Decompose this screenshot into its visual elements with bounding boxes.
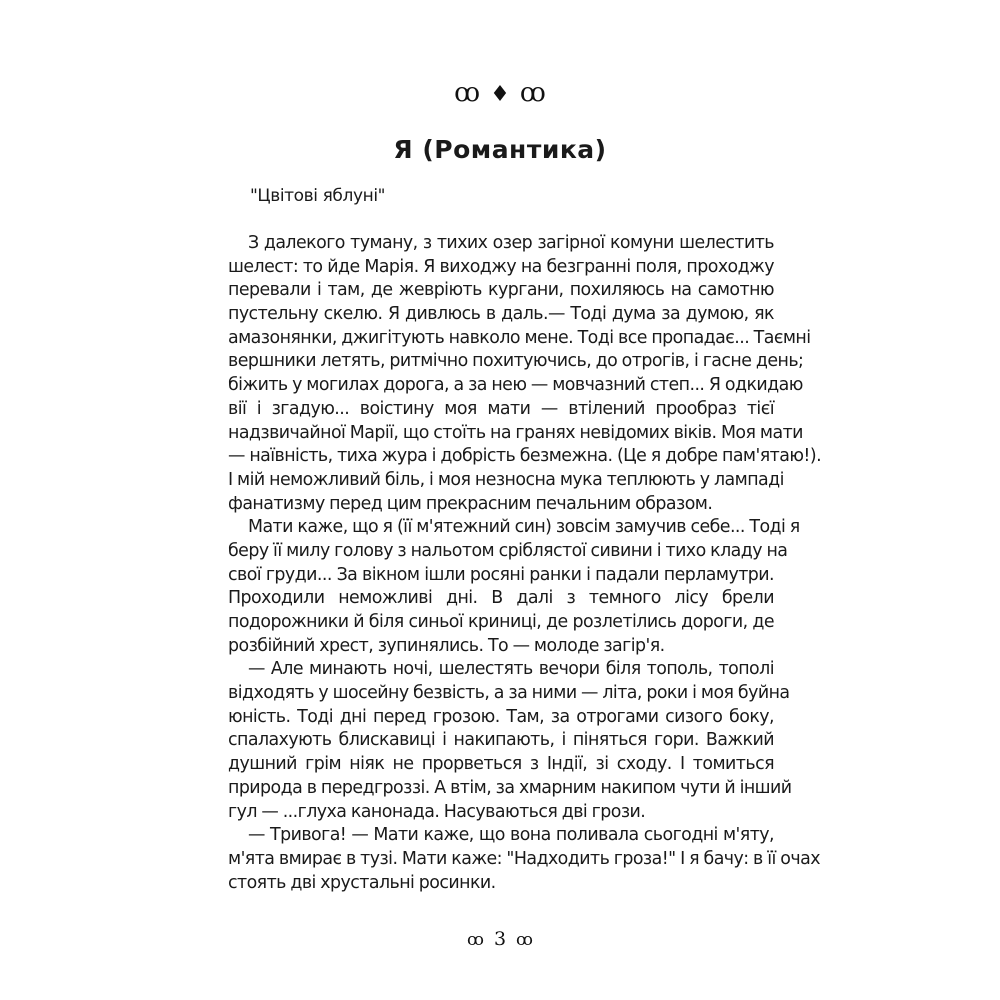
text-line: З далекого туману, з тихих озер загірної комуни шелестить: [248, 233, 774, 253]
paragraph: [228, 824, 820, 895]
text-line: Мати каже, що я (її м'ятежний син) зовсім замучив себе... Тоді я: [248, 517, 800, 538]
epigraph: "Цвітові яблуні": [250, 186, 386, 206]
text-line: душний грім ніяк не прорветься з Індії, зі сходу. І томиться: [228, 754, 774, 775]
ornament-right-flourish: ꝏ: [519, 78, 546, 108]
text-line: — наївність, тиха жура і добрість безмежна. (Це я добре пам'ятаю!).: [228, 446, 822, 467]
page-number: 3: [493, 928, 507, 950]
paragraph: [228, 232, 822, 516]
text-line: природа в передгроззі. А втім, за хмарним накипом чути й інший: [228, 777, 792, 798]
header-ornament: [0, 78, 1000, 110]
text-line: І мій неможливий біль, і моя незносна мука теплюють у лампаді: [228, 469, 784, 490]
text-line: амазонянки, джигітують навколо мене. Тоді все пропадає... Таємні: [228, 327, 811, 348]
text-line: — Тривога! — Мати каже, що вона поливала сьогодні м'яту,: [248, 825, 774, 846]
text-line: фанатизму перед цим прекрасним печальним образом.: [228, 493, 713, 514]
text-line: — Але минають ночі, шелестять вечори біля тополь, тополі: [248, 659, 774, 680]
text-line: розбійний хрест, зупинялись. То — молоде загір'я.: [228, 635, 665, 656]
text-line: відходять у шосейну безвість, а за ними — літа, роки і моя буйна: [228, 683, 790, 704]
text-line: перевали і там, де жевріють кургани, похиляюсь на самотню: [228, 280, 774, 301]
text-line: спалахують блискавиці і накипають, і піняться гори. Важкий: [228, 730, 774, 751]
text-line: Проходили неможливі дні. В далі з темного лісу брели: [228, 588, 774, 609]
text-line: подорожники й біля синьої криниці, де розлетілись дороги, де: [228, 612, 774, 632]
footer-left-flourish: ꝏ: [466, 930, 484, 950]
paragraph: [228, 516, 800, 658]
text-line: свої груди... За вікном ішли росяні ранки і падали перламутри.: [228, 564, 774, 585]
page-footer: [0, 926, 1000, 953]
text-line: шелест: то йде Марія. Я виходжу на безгранні поля, проходжу: [228, 256, 774, 277]
ornament-left-flourish: ꝏ: [454, 78, 481, 108]
text-line: біжить у могилах дорога, а за нею — мовчазний степ... Я одкидаю: [228, 375, 803, 396]
text-line: м'ята вмирає в тузі. Мати каже: "Надходить гроза!" І я бачу: в її очах: [228, 848, 820, 869]
paragraph: [228, 658, 792, 824]
footer-right-flourish: ꝏ: [516, 930, 534, 950]
body-text: [228, 232, 822, 895]
text-line: юність. Тоді дні перед грозою. Там, за отрогами сизого боку,: [228, 706, 774, 727]
text-line: стоять дві хрустальні росинки.: [228, 872, 496, 893]
chapter-title: Я (Романтика): [393, 135, 607, 164]
text-line: пустельну скелю. Я дивлюсь в даль.— Тоді дума за думою, як: [228, 304, 774, 325]
ornament-diamond-icon: ♦: [490, 82, 510, 107]
text-line: гул — ...глуха канонада. Насуваються дві грози.: [228, 801, 646, 822]
text-line: надзвичайної Марії, що стоїть на гранях невідомих віків. Моя мати: [228, 422, 803, 443]
text-line: беру її милу голову з нальотом сріблястої сивини і тихо кладу на: [228, 540, 788, 561]
text-line: вії і згадую... воістину моя мати — втілений прообраз тієї: [228, 398, 774, 419]
text-line: вершники летять, ритмічно похитуючись, до отрогів, і гасне день;: [228, 351, 804, 372]
